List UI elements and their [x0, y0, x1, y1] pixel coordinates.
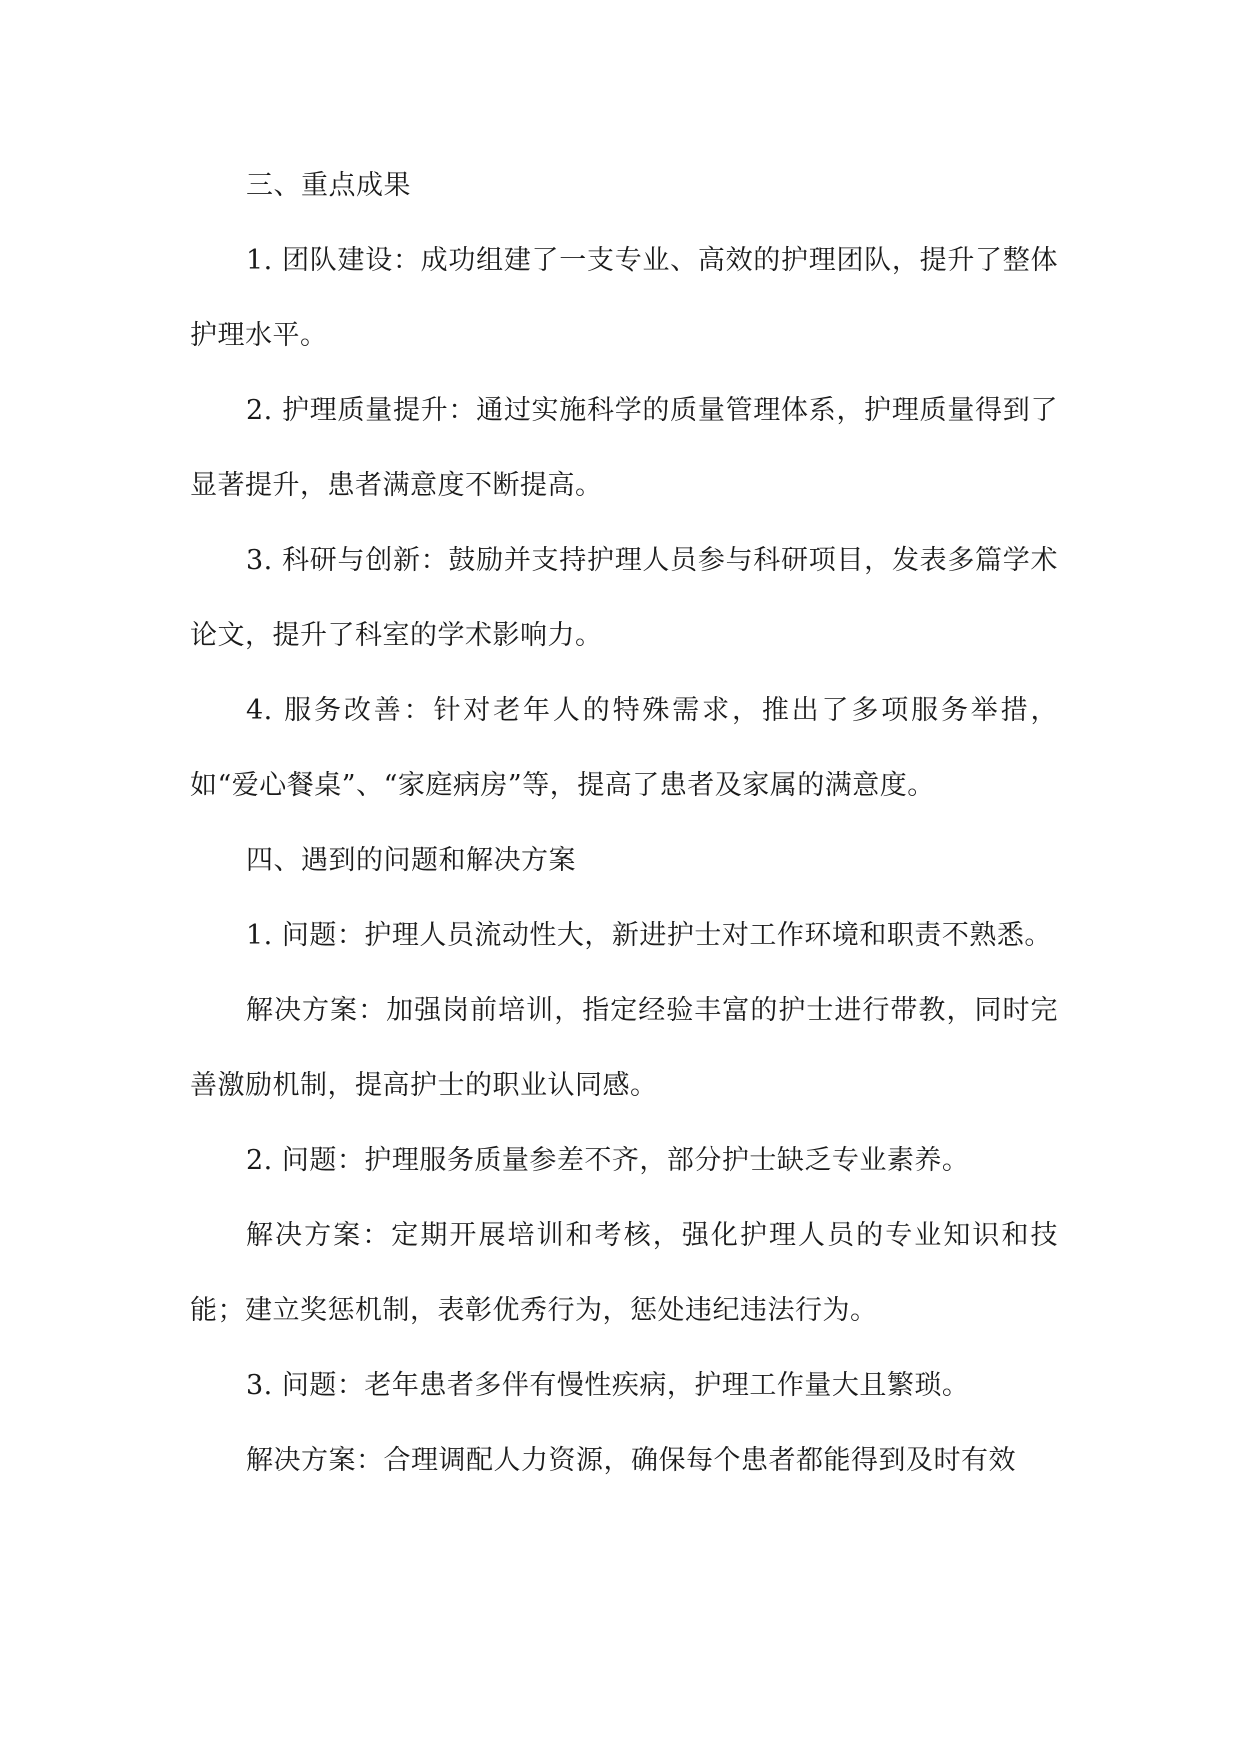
result-item-service-improvement: 4. 服务改善：针对老年人的特殊需求，推出了多项服务举措，如“爱心餐桌”、“家庭病房”等，提高了患者及家属的满意度。 — [190, 695, 1058, 801]
problem-item-1: 1. 问题：护理人员流动性大，新进护士对工作环境和职责不熟悉。 — [246, 920, 1052, 951]
solution-item-1: 解决方案：加强岗前培训，指定经验丰富的护士进行带教，同时完善激励机制，提高护士的职业认同感。 — [190, 995, 1058, 1101]
problem-item-2: 2. 问题：护理服务质量参差不齐，部分护士缺乏专业素养。 — [246, 1145, 970, 1176]
result-item-quality-improvement: 2. 护理质量提升：通过实施科学的质量管理体系，护理质量得到了显著提升，患者满意度不断提高。 — [190, 395, 1058, 501]
section-heading-problems-solutions: 四、遇到的问题和解决方案 — [246, 845, 576, 876]
result-item-research-innovation: 3. 科研与创新：鼓励并支持护理人员参与科研项目，发表多篇学术论文，提升了科室的学术影响力。 — [190, 545, 1058, 651]
section-heading-key-results: 三、重点成果 — [246, 170, 411, 201]
document-body — [190, 148, 1058, 1498]
solution-item-2: 解决方案：定期开展培训和考核，强化护理人员的专业知识和技能；建立奖惩机制，表彰优秀行为，惩处违纪违法行为。 — [190, 1220, 1058, 1326]
problem-item-3: 3. 问题：老年患者多伴有慢性疾病，护理工作量大且繁琐。 — [246, 1370, 970, 1401]
solution-item-3: 解决方案：合理调配人力资源，确保每个患者都能得到及时有效 — [246, 1445, 1016, 1476]
result-item-team-building: 1. 团队建设：成功组建了一支专业、高效的护理团队，提升了整体护理水平。 — [190, 245, 1058, 351]
